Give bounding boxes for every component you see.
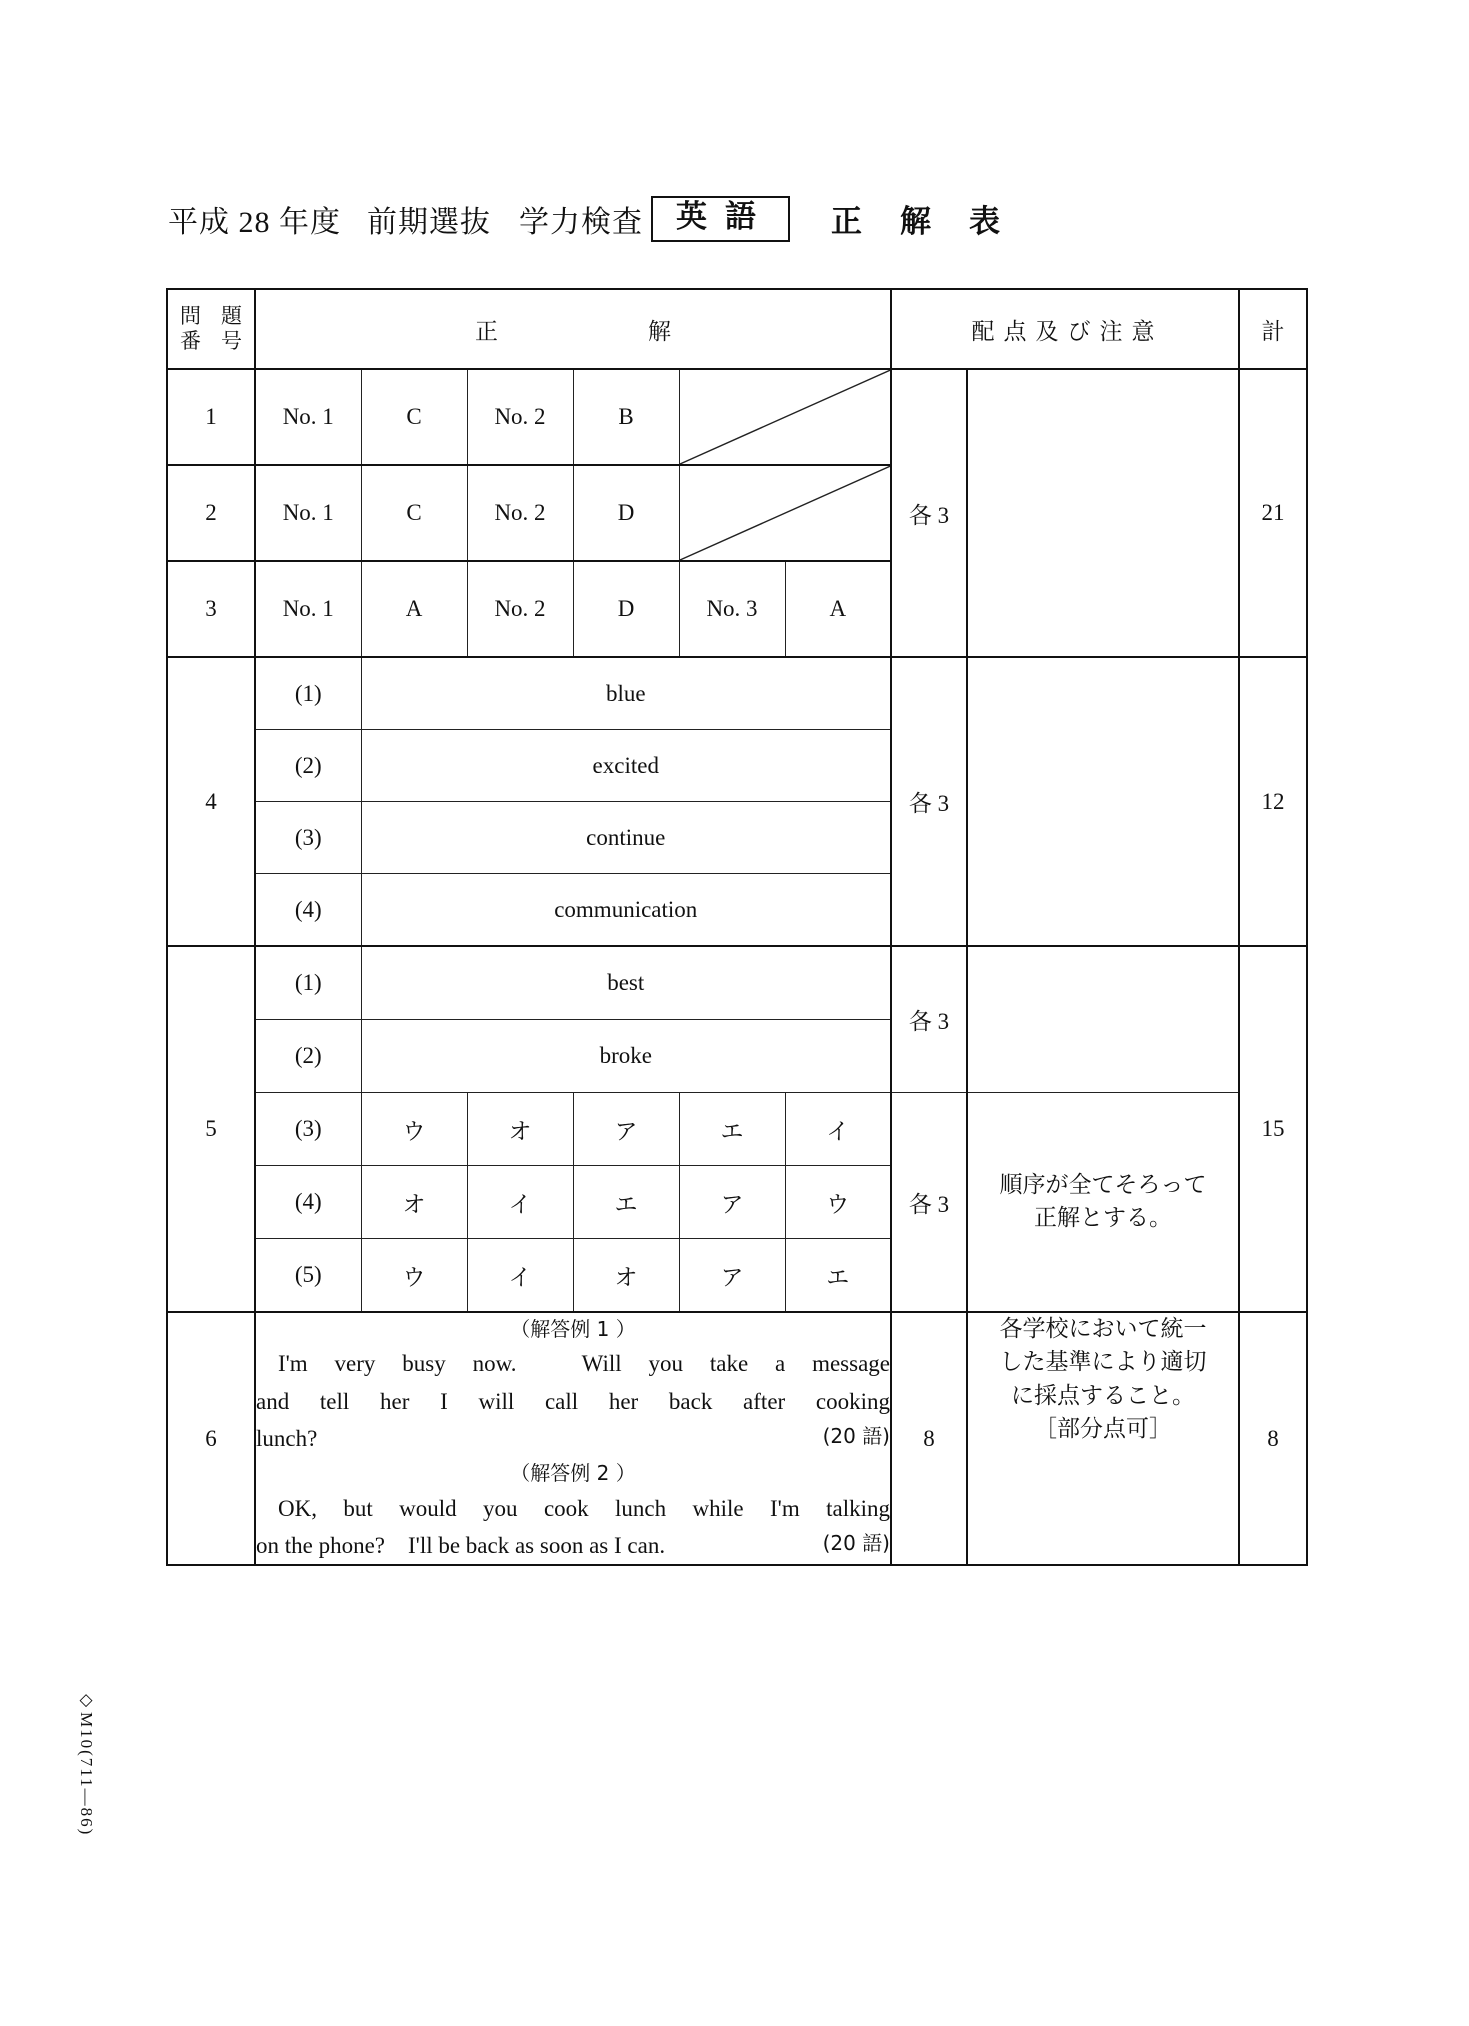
answer-word: broke bbox=[361, 1020, 891, 1093]
answer-kana: オ bbox=[573, 1239, 679, 1313]
essay-answer-cell bbox=[255, 1312, 891, 1565]
title-exam-kind: 学力検査 bbox=[519, 205, 643, 239]
header-qno-char-4: 号 bbox=[221, 329, 242, 353]
essay-example1-line2: and tell her I will call her back after cooking bbox=[256, 1388, 890, 1414]
answer-kana: ウ bbox=[785, 1166, 891, 1239]
table-row bbox=[167, 946, 1307, 1020]
essay-example1-line1: I'm very busy now. Will you take a message bbox=[278, 1351, 890, 1377]
note-line: した基準により適切 bbox=[999, 1349, 1207, 1376]
answer-value: C bbox=[361, 369, 467, 465]
section-number-4: 4 bbox=[167, 657, 255, 946]
header-question-number bbox=[167, 289, 255, 369]
points-value: 各 3 bbox=[891, 369, 967, 657]
notes-cell bbox=[967, 369, 1239, 657]
answer-word: communication bbox=[361, 874, 891, 947]
sub-question-no: (3) bbox=[255, 1093, 361, 1166]
header-answer bbox=[255, 289, 891, 369]
section-number-2: 2 bbox=[167, 465, 255, 561]
note-line: 各学校において統一 bbox=[999, 1316, 1207, 1342]
answer-value: D bbox=[573, 561, 679, 657]
sub-question-no: (1) bbox=[255, 946, 361, 1020]
section-number-3: 3 bbox=[167, 561, 255, 657]
section-total: 12 bbox=[1239, 657, 1307, 946]
answer-kana: ウ bbox=[361, 1093, 467, 1166]
answer-kana: ア bbox=[573, 1093, 679, 1166]
sub-question-no: (4) bbox=[255, 874, 361, 947]
essay-example1-line3: lunch? bbox=[256, 1425, 318, 1451]
essay-example2-line2: on the phone? I'll be back as soon as I can. bbox=[256, 1532, 666, 1558]
notes-cell bbox=[967, 657, 1239, 946]
page-title bbox=[168, 196, 1038, 242]
answer-kana: イ bbox=[467, 1166, 573, 1239]
empty-slash-cell bbox=[679, 465, 891, 561]
section-number-5: 5 bbox=[167, 946, 255, 1312]
answer-label: No. 3 bbox=[679, 561, 785, 657]
answer-kana: イ bbox=[785, 1093, 891, 1166]
answer-value: A bbox=[361, 561, 467, 657]
note-line: 順序が全てそろって bbox=[999, 1171, 1207, 1198]
notes-cell bbox=[967, 946, 1239, 1093]
title-exam-phase: 前期選抜 bbox=[367, 205, 491, 239]
sub-question-no: (5) bbox=[255, 1239, 361, 1313]
answer-kana: イ bbox=[467, 1239, 573, 1313]
answer-value: A bbox=[785, 561, 891, 657]
sub-question-no: (3) bbox=[255, 802, 361, 874]
header-qno-char-1: 問 bbox=[180, 304, 201, 329]
answer-value: B bbox=[573, 369, 679, 465]
answer-word: continue bbox=[361, 802, 891, 874]
empty-slash-cell bbox=[679, 369, 891, 465]
header-qno-char-3: 題 bbox=[221, 304, 242, 329]
essay-example2-label: （解答例 2 ） bbox=[510, 1461, 636, 1486]
sub-question-no: (2) bbox=[255, 730, 361, 802]
answer-key-table bbox=[166, 288, 1308, 1566]
header-qno-char-2: 番 bbox=[180, 329, 201, 353]
section-total: 8 bbox=[1239, 1312, 1307, 1565]
section-total: 15 bbox=[1239, 946, 1307, 1312]
table-row bbox=[167, 1093, 1307, 1166]
essay-example1-label: （解答例 1 ） bbox=[510, 1317, 636, 1341]
section-number-1: 1 bbox=[167, 369, 255, 465]
points-value: 各 3 bbox=[891, 657, 967, 946]
title-year: 平成 28 年度 bbox=[168, 205, 341, 239]
header-total: 計 bbox=[1239, 289, 1307, 369]
answer-label: No. 1 bbox=[255, 561, 361, 657]
sub-question-no: (4) bbox=[255, 1166, 361, 1239]
answer-label: No. 2 bbox=[467, 561, 573, 657]
answer-label: No. 1 bbox=[255, 465, 361, 561]
title-doc-type: 正解表 bbox=[831, 204, 1038, 240]
document-code: ◇M10(711—86) bbox=[77, 1690, 96, 1837]
essay-example1-wordcount: (20 語) bbox=[822, 1423, 890, 1448]
answer-kana: ア bbox=[679, 1166, 785, 1239]
table-row bbox=[167, 1312, 1307, 1565]
answer-label: No. 1 bbox=[255, 369, 361, 465]
answer-word: blue bbox=[361, 657, 891, 730]
answer-value: D bbox=[573, 465, 679, 561]
essay-example1-line3-row bbox=[256, 1420, 890, 1457]
points-value: 各 3 bbox=[891, 1093, 967, 1313]
section-number-6: 6 bbox=[167, 1312, 255, 1565]
note-line: 正解とする。 bbox=[1034, 1205, 1172, 1231]
sub-question-no: (1) bbox=[255, 657, 361, 730]
sub-question-no: (2) bbox=[255, 1020, 361, 1093]
answer-kana: エ bbox=[785, 1239, 891, 1313]
note-line: ［部分点可］ bbox=[1034, 1416, 1172, 1443]
answer-kana: オ bbox=[467, 1093, 573, 1166]
answer-word: excited bbox=[361, 730, 891, 802]
answer-kana: エ bbox=[573, 1166, 679, 1239]
answer-kana: ウ bbox=[361, 1239, 467, 1313]
notes-cell bbox=[967, 1093, 1239, 1313]
answer-label: No. 2 bbox=[467, 369, 573, 465]
answer-value: C bbox=[361, 465, 467, 561]
answer-kana: オ bbox=[361, 1166, 467, 1239]
subject-badge: 英語 bbox=[651, 196, 790, 242]
essay-example2-line1: OK, but would you cook lunch while I'm talking bbox=[278, 1495, 890, 1521]
essay-example2-wordcount: (20 語) bbox=[822, 1530, 890, 1555]
table-row bbox=[167, 369, 1307, 465]
table-header-row bbox=[167, 289, 1307, 369]
note-line: に採点すること。 bbox=[1011, 1382, 1195, 1409]
answer-kana: エ bbox=[679, 1093, 785, 1166]
header-answer-left: 正 bbox=[475, 318, 498, 344]
header-answer-right: 解 bbox=[648, 318, 671, 344]
answer-word: best bbox=[361, 946, 891, 1020]
essay-example2-line2-row bbox=[256, 1527, 890, 1564]
points-value: 8 bbox=[891, 1312, 967, 1565]
answer-label: No. 2 bbox=[467, 465, 573, 561]
header-points-notes: 配点及び注意 bbox=[891, 289, 1239, 369]
section-total: 21 bbox=[1239, 369, 1307, 657]
points-value: 各 3 bbox=[891, 946, 967, 1093]
table-row bbox=[167, 657, 1307, 730]
answer-kana: ア bbox=[679, 1239, 785, 1313]
notes-cell bbox=[967, 1312, 1239, 1565]
